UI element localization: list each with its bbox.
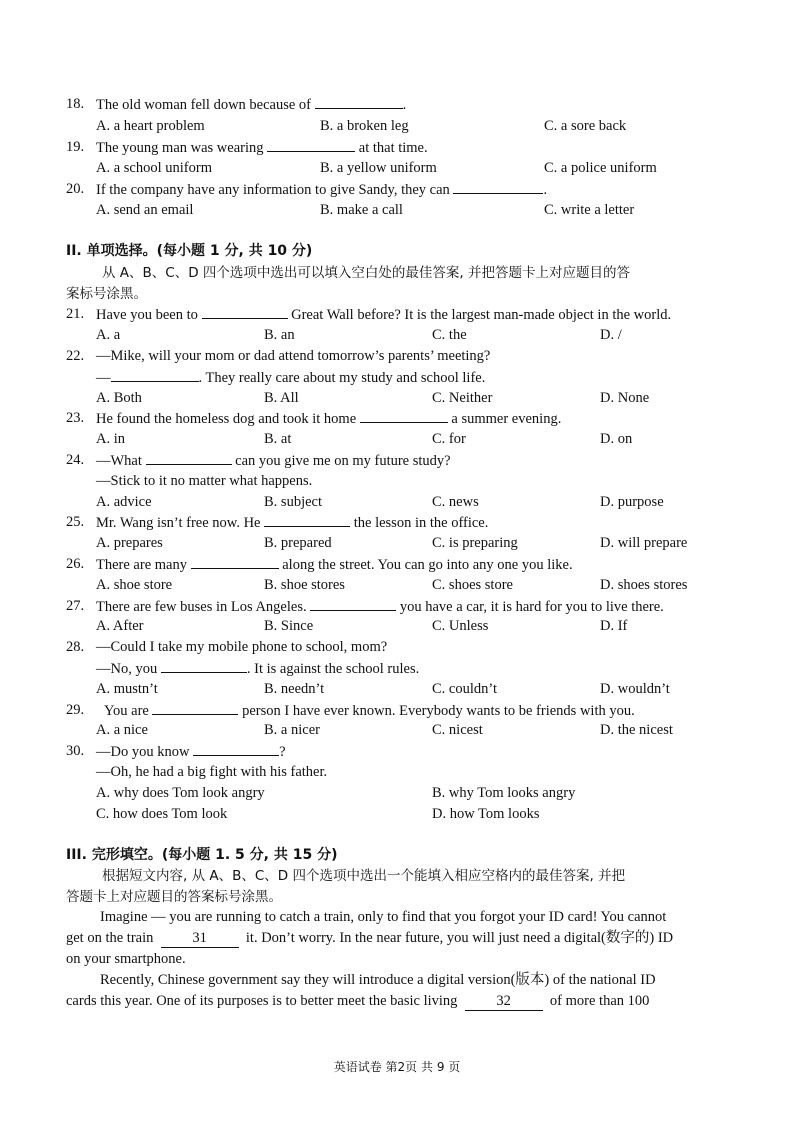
option: D. wouldn’t — [600, 681, 670, 697]
option: C. is preparing — [432, 535, 518, 551]
option: A. a school uniform — [96, 160, 212, 176]
option: A. Both — [96, 390, 142, 406]
option: B. prepared — [264, 535, 332, 551]
option: B. a nicer — [264, 722, 320, 738]
option: B. a yellow uniform — [320, 160, 437, 176]
option: D. the nicest — [600, 722, 673, 738]
option: B. Since — [264, 618, 314, 634]
option: C. Neither — [432, 390, 493, 406]
option: A. mustn’t — [96, 681, 158, 697]
option: C. Unless — [432, 618, 489, 634]
section-3-instruction: 根据短文内容, 从 A、B、C、D 四个选项中选出一个能填入相应空格内的最佳答案, 并把 — [102, 868, 626, 884]
section-3-instruction-cont: 答题卡上对应题目的答案标号涂黑。 — [66, 889, 282, 905]
option: C. news — [432, 494, 479, 510]
option: A. advice — [96, 494, 152, 510]
option: D. / — [600, 327, 622, 343]
option: B. why Tom looks angry — [432, 785, 576, 801]
option: B. needn’t — [264, 681, 325, 697]
option: B. subject — [264, 494, 322, 510]
option: A. shoe store — [96, 577, 173, 593]
section-2-heading: II. 单项选择。(每小题 1 分, 共 10 分) — [66, 243, 313, 259]
option: D. purpose — [600, 494, 664, 510]
passage-line: cards this year. One of its purposes is to better meet the basic living 32 of more than 100 — [66, 993, 650, 1009]
option: D. None — [600, 390, 650, 406]
option: C. write a letter — [544, 202, 635, 218]
option: B. shoe stores — [264, 577, 345, 593]
option: C. a police uniform — [544, 160, 657, 176]
option: A. a heart problem — [96, 118, 205, 134]
section-2-instruction: 从 A、B、C、D 四个选项中选出可以填入空白处的最佳答案, 并把答题卡上对应题目的答 — [102, 265, 630, 281]
option: A. a — [96, 327, 121, 343]
option: C. a sore back — [544, 118, 627, 134]
gap-31: 31 — [161, 930, 239, 948]
section-3-heading: III. 完形填空。(每小题 1. 5 分, 共 15 分) — [66, 847, 338, 863]
option: A. send an email — [96, 202, 194, 218]
option: D. how Tom looks — [432, 806, 540, 822]
option: A. prepares — [96, 535, 163, 551]
option: A. After — [96, 618, 144, 634]
passage-line: on your smartphone. — [66, 951, 186, 967]
option: D. shoes stores — [600, 577, 688, 593]
option: A. a nice — [96, 722, 148, 738]
passage-line: Imagine — you are running to catch a train, only to find that you forgot your ID card! You cannot — [100, 909, 667, 925]
option: C. nicest — [432, 722, 483, 738]
option: D. on — [600, 431, 633, 447]
page-footer: 英语试卷 第2页 共 9 页 — [333, 1060, 461, 1074]
option: D. will prepare — [600, 535, 688, 551]
option: C. couldn’t — [432, 681, 497, 697]
option: A. in — [96, 431, 125, 447]
passage-line: get on the train 31 it. Don’t worry. In the near future, you will just need a digital(数字的) ID — [66, 930, 674, 946]
option: B. an — [264, 327, 295, 343]
option: C. for — [432, 431, 466, 447]
option: C. shoes store — [432, 577, 513, 593]
option: B. at — [264, 431, 292, 447]
option: A. why does Tom look angry — [96, 785, 265, 801]
section-2-instruction-cont: 案标号涂黑。 — [66, 286, 147, 302]
option: B. make a call — [320, 202, 403, 218]
option: C. the — [432, 327, 467, 343]
passage-line: Recently, Chinese government say they will introduce a digital version(版本) of the national ID — [100, 972, 656, 988]
option: B. All — [264, 390, 299, 406]
option: C. how does Tom look — [96, 806, 228, 822]
gap-32: 32 — [465, 993, 543, 1011]
option: D. If — [600, 618, 628, 634]
option: B. a broken leg — [320, 118, 409, 134]
